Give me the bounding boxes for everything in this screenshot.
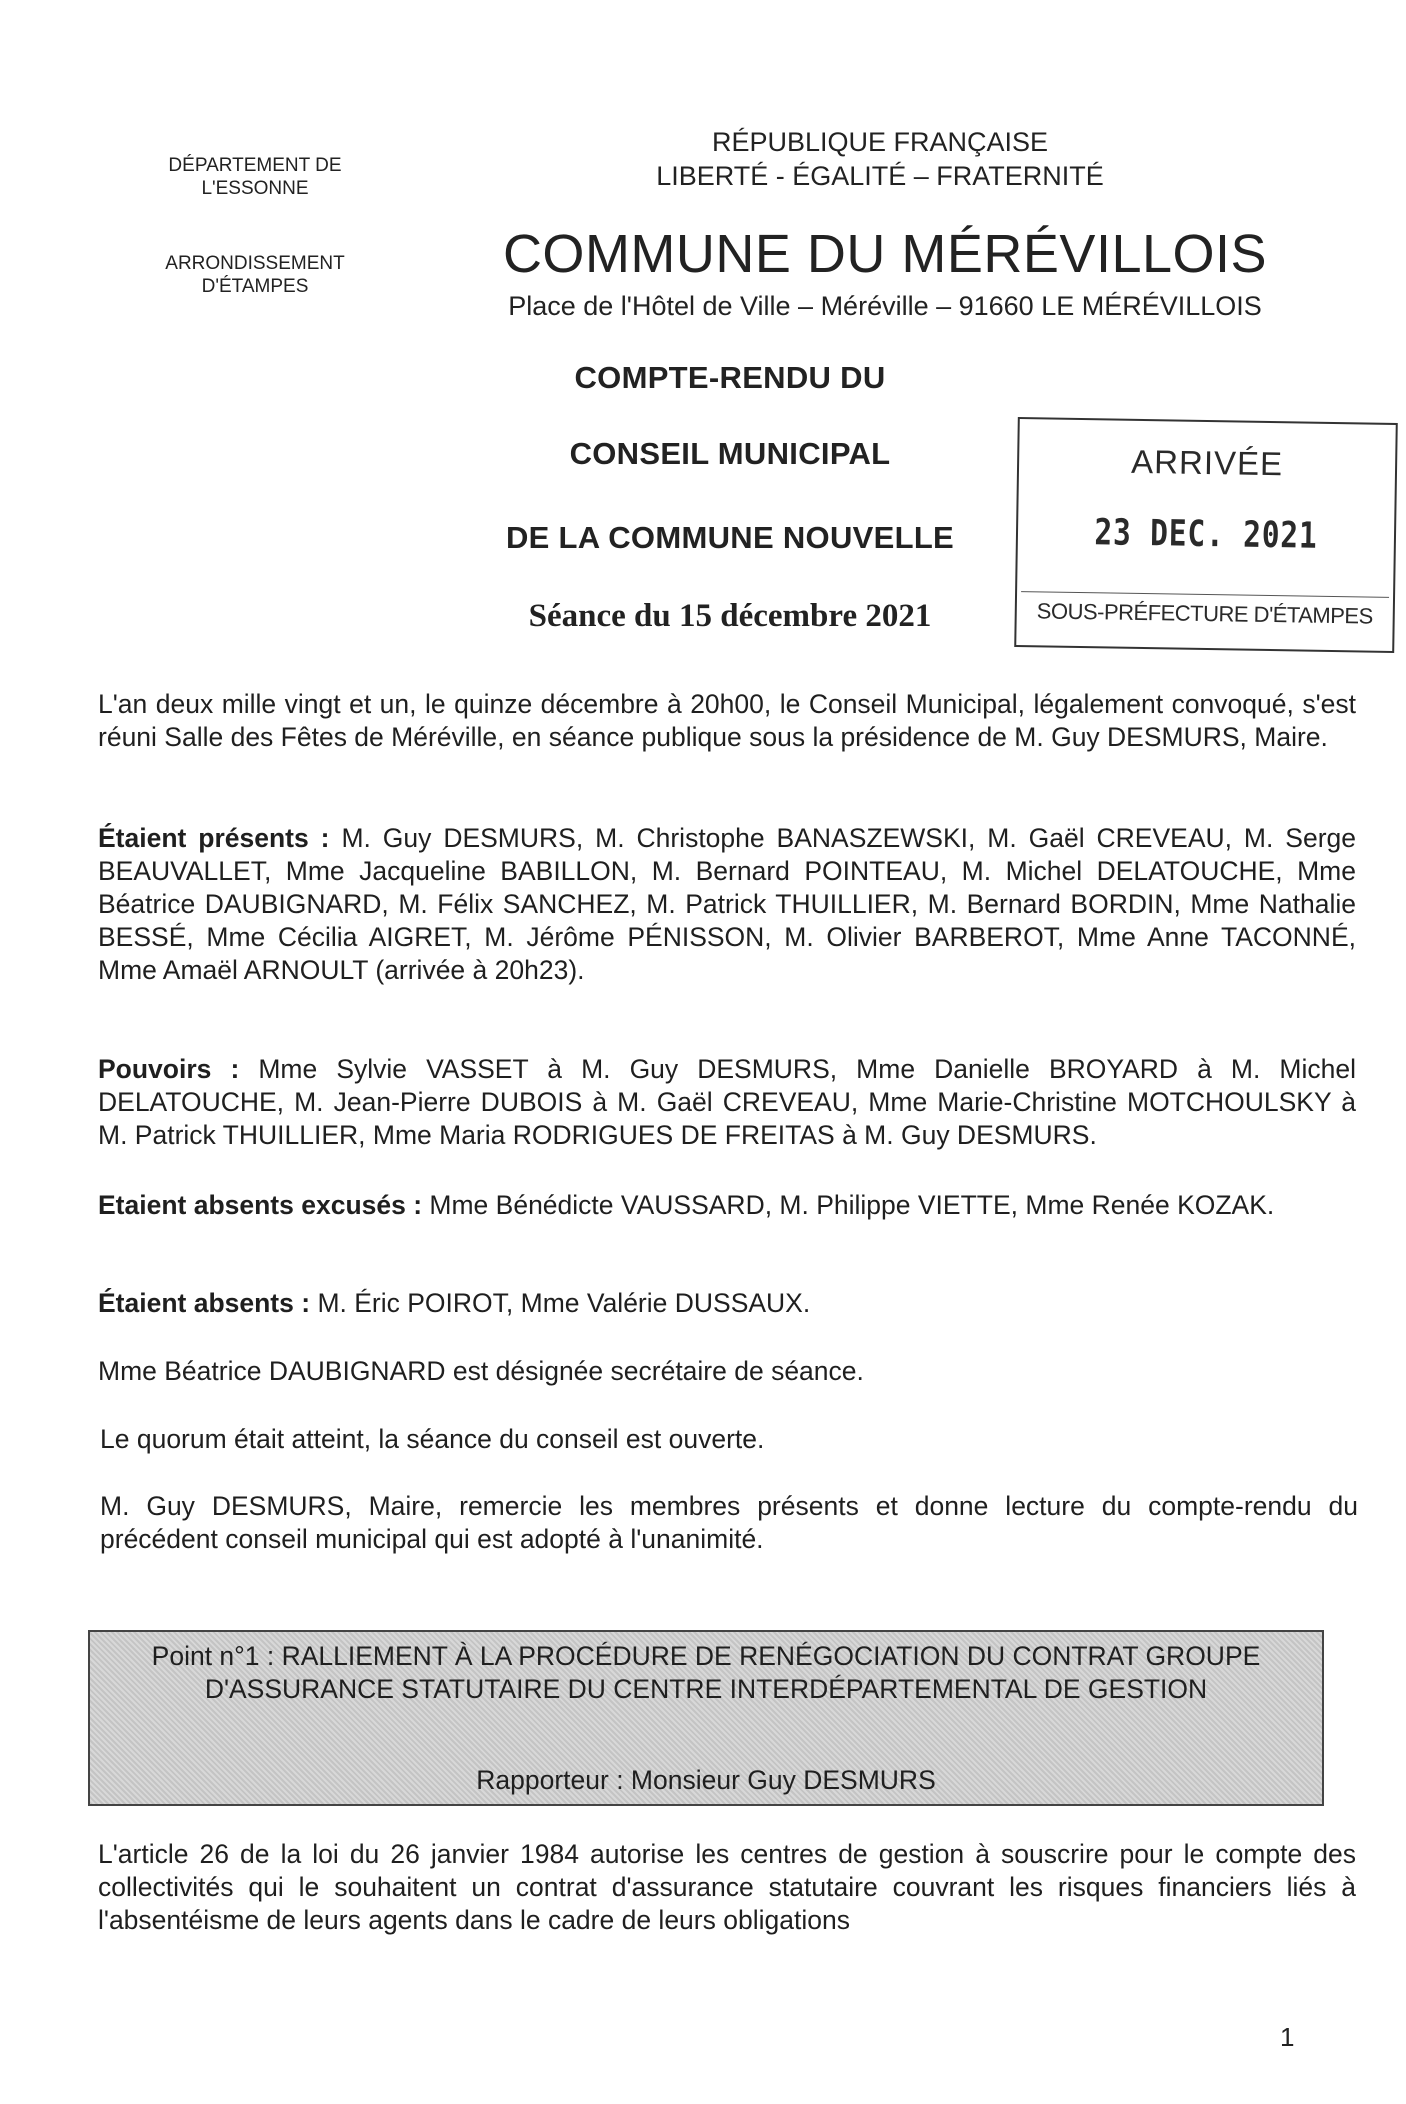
republique-label: RÉPUBLIQUE FRANÇAISE (711, 127, 1049, 157)
page-number: 1 (1280, 2022, 1295, 2052)
point-1-box (88, 1630, 1324, 1806)
absents-label: Étaient absents : (98, 1288, 311, 1318)
departement-label: DÉPARTEMENT DE L'ESSONNE (168, 155, 342, 199)
arrival-stamp (1014, 417, 1398, 653)
excuses-list: Mme Bénédicte VAUSSARD, M. Philippe VIETTE, Mme Renée KOZAK. (429, 1190, 1275, 1220)
report-title-line-3: DE LA COMMUNE NOUVELLE (505, 520, 955, 555)
excuses-label: Etaient absents excusés : (98, 1190, 423, 1220)
presents-list: M. Guy DESMURS, M. Christophe BANASZEWSKI, M. Gaël CREVEAU, M. Serge BEAUVALLET, Mme Jacqueline BABILLON, M. Bernard POINTEAU, M. Michel DELATOUCHE, Mme Béatrice DAUBIGNARD, M. Félix SANCHEZ, M. Patrick THUILLIER, M. Bernard BORDIN, Mme Nathalie BESSÉ, Mme Cécilia AIGRET, M. Jérôme PÉNISSON, M. Olivier BARBEROT, Mme Anne TACONNÉ, Mme Amaël ARNOULT (arrivée à 20h23). (98, 823, 1356, 985)
pouvoirs-list: Mme Sylvie VASSET à M. Guy DESMURS, Mme Danielle BROYARD à M. Michel DELATOUCHE, M. Jean-Pierre DUBOIS à M. Gaël CREVEAU, Mme Marie-Christine MOTCHOULSKY à M. Patrick THUILLIER, Mme Maria RODRIGUES DE FREITAS à M. Guy DESMURS. (98, 1054, 1356, 1150)
quorum-paragraph: Le quorum était atteint, la séance du conseil est ouverte. (100, 1424, 765, 1454)
intro-paragraph: L'an deux mille vingt et un, le quinze décembre à 20h00, le Conseil Municipal, légalement convoqué, s'est réuni Salle des Fêtes de Méréville, en séance publique sous la présidence de M. Guy DESMURS, Maire. (98, 689, 1356, 752)
secretaire-paragraph: Mme Béatrice DAUBIGNARD est désignée secrétaire de séance. (98, 1356, 864, 1386)
absents-paragraph (98, 1287, 1356, 1320)
point-1-title: Point n°1 : RALLIEMENT À LA PROCÉDURE DE RENÉGOCIATION DU CONTRAT GROUPE D'ASSURANCE STATUTAIRE DU CENTRE INTERDÉPARTEMENTAL DE GESTION (151, 1641, 1261, 1704)
stamp-office: SOUS-PRÉFECTURE D'ÉTAMPES (1021, 591, 1389, 630)
point-1-text: L'article 26 de la loi du 26 janvier 1984 autorise les centres de gestion à souscrire pour le compte des collectivités qui le souhaitent un contrat d'assurance statutaire couvrant les risques financiers liés à l'absentéisme de leurs agents dans le cadre de leurs obligations (98, 1839, 1356, 1935)
point-1-rapporteur: Rapporteur : Monsieur Guy DESMURS (476, 1765, 936, 1795)
report-title-line-2: CONSEIL MUNICIPAL (569, 436, 891, 471)
pouvoirs-paragraph (98, 1053, 1356, 1152)
lecture-paragraph: M. Guy DESMURS, Maire, remercie les membres présents et donne lecture du compte-rendu du précédent conseil municipal qui est adopté à l'unanimité. (100, 1491, 1358, 1554)
stamp-arrivee-label: ARRIVÉE (1130, 442, 1284, 483)
pouvoirs-label: Pouvoirs : (98, 1054, 240, 1084)
presents-label: Étaient présents : (98, 823, 330, 853)
devise-label: LIBERTÉ - ÉGALITÉ – FRATERNITÉ (656, 161, 1104, 191)
stamp-date: 23 DEC. 2021 (1094, 512, 1318, 557)
arrondissement-label: ARRONDISSEMENT D'ÉTAMPES (165, 253, 345, 297)
report-title-line-1: COMPTE-RENDU DU (574, 360, 886, 395)
absents-list: M. Éric POIROT, Mme Valérie DUSSAUX. (317, 1288, 811, 1318)
excuses-paragraph (98, 1189, 1356, 1222)
commune-title: COMMUNE DU MÉRÉVILLOIS (502, 224, 1268, 284)
seance-date: Séance du 15 décembre 2021 (528, 598, 932, 634)
presents-paragraph (98, 822, 1356, 987)
mairie-address: Place de l'Hôtel de Ville – Méréville – 91660 LE MÉRÉVILLOIS (508, 291, 1262, 321)
